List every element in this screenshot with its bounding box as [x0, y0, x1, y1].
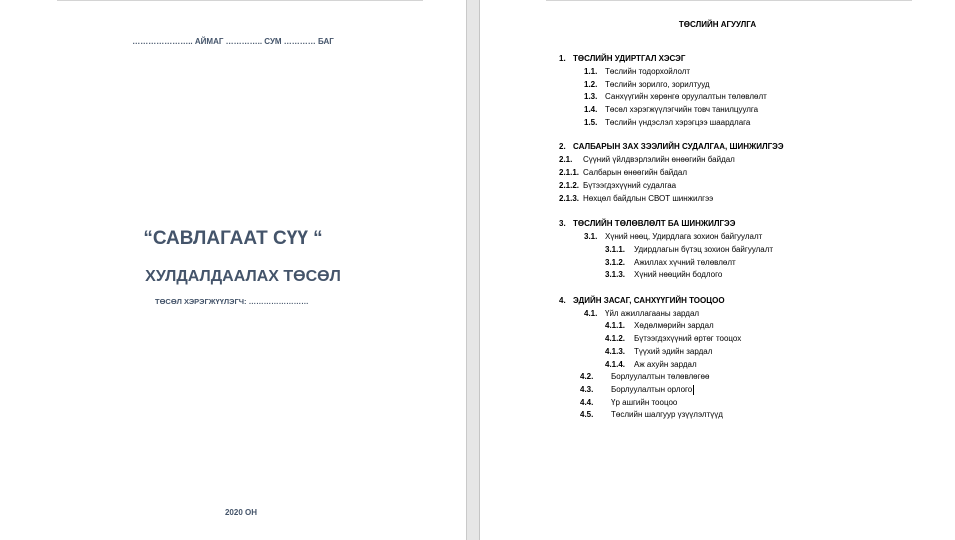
toc-number: 3.1.3.	[605, 270, 626, 279]
toc-heading: ТӨСЛИЙН УДИРТГАЛ ХЭСЭГ	[573, 54, 686, 63]
toc-number: 3.1.2.	[605, 258, 626, 267]
toc-number: 1.	[559, 54, 566, 63]
toc-entry: Аж ахуйн зардал	[634, 360, 697, 369]
toc-number: 1.4.	[584, 105, 598, 114]
toc-entry: Бүтээгдэхүүний өртөг тооцох	[634, 334, 742, 343]
toc-entry: Хүний нөөцийн бодлого	[634, 270, 723, 279]
toc-heading: ЭДИЙН ЗАСАГ, САНХҮҮГИЙН ТООЦОО	[573, 296, 725, 305]
toc-entry: Борлуулалтын орлого	[611, 385, 693, 394]
toc-number: 4.4.	[580, 398, 594, 407]
toc-entry: Борлуулалтын төлөвлөгөө	[611, 372, 710, 381]
page-gutter	[466, 0, 480, 540]
toc-number: 1.2.	[584, 80, 598, 89]
toc-title: ТӨСЛИЙН АГУУЛГА	[678, 20, 757, 29]
toc-number: 4.	[559, 296, 566, 305]
cover-subtitle: ХУЛДАЛДААЛАХ ТӨСӨЛ	[145, 268, 341, 285]
author-line: ТӨСӨЛ ХЭРЭГЖҮҮЛЭГЧ: ……………………	[155, 297, 309, 306]
toc-number: 4.1.1.	[605, 321, 626, 330]
toc-entry: Удирдлагын бүтэц зохион байгуулалт	[634, 245, 774, 254]
toc-number: 4.1.2.	[605, 334, 626, 343]
toc-number: 4.2.	[580, 372, 594, 381]
toc-entry: Салбарын өнөөгийн байдал	[583, 168, 688, 177]
cover-title: “САВЛАГААТ СҮҮ “	[143, 228, 323, 249]
toc-number: 2.1.1.	[559, 168, 580, 177]
toc-entry: Бүтээгдэхүүний судалгаа	[583, 181, 677, 190]
header-line	[57, 0, 423, 1]
toc-entry: Төслийн үндэслэл хэрэгцээ шаардлага	[605, 118, 751, 127]
toc-entry: Үйл ажиллагааны зардал	[605, 309, 700, 318]
toc-entry-wrap	[611, 385, 694, 395]
toc-entry: Түүхий эдийн зардал	[634, 347, 713, 356]
toc-entry: Санхүүгийн хөрөнгө оруулалтын төлөвлөлт	[605, 92, 767, 101]
text-cursor	[693, 385, 694, 395]
toc-entry: Төслийн шалгуур үзүүлэлтүүд	[611, 410, 723, 419]
toc-entry: Үр ашгийн тооцоо	[611, 398, 678, 407]
cover-page	[0, 0, 466, 540]
toc-number: 4.1.3.	[605, 347, 626, 356]
toc-number: 2.1.2.	[559, 181, 580, 190]
toc-entry: Төслийн тодорхойлолт	[605, 67, 691, 76]
toc-number: 4.5.	[580, 410, 594, 419]
toc-heading: ТӨСЛИЙН ТӨЛӨВЛӨЛТ БА ШИНЖИЛГЭЭ	[573, 219, 736, 228]
location-line: ………………….. АЙМАГ ………….. СУМ ………… БАГ	[132, 37, 334, 46]
toc-number: 2.1.3.	[559, 194, 580, 203]
toc-number: 3.1.	[584, 232, 598, 241]
header-line	[546, 0, 912, 1]
cover-year: 2020 ОН	[224, 508, 258, 517]
toc-entry: Хөдөлмөрийн зардал	[634, 321, 714, 330]
toc-entry: Ажиллах хүчний төлөвлөлт	[634, 258, 736, 267]
toc-entry: Сүүний үйлдвэрлэлийн өнөөгийн байдал	[583, 155, 735, 164]
toc-number: 2.1.	[559, 155, 573, 164]
toc-number: 1.3.	[584, 92, 598, 101]
toc-entry: Төслийн зорилго, зорилтууд	[605, 80, 710, 89]
toc-heading: САЛБАРЫН ЗАХ ЗЭЭЛИЙН СУДАЛГАА, ШИНЖИЛГЭЭ	[573, 142, 784, 151]
toc-number: 1.1.	[584, 67, 598, 76]
toc-entry: Нөхцөл байдлын СВОТ шинжилгээ	[583, 194, 714, 203]
toc-number: 3.	[559, 219, 566, 228]
toc-number: 4.3.	[580, 385, 594, 394]
toc-number: 4.1.4.	[605, 360, 626, 369]
toc-number: 3.1.1.	[605, 245, 626, 254]
toc-number: 4.1.	[584, 309, 598, 318]
toc-entry: Төсөл хэрэгжүүлэгчийн товч танилцуулга	[605, 105, 759, 114]
toc-number: 2.	[559, 142, 566, 151]
toc-number: 1.5.	[584, 118, 598, 127]
toc-entry: Хүний нөөц, Удирдлага зохион байгуулалт	[605, 232, 763, 241]
